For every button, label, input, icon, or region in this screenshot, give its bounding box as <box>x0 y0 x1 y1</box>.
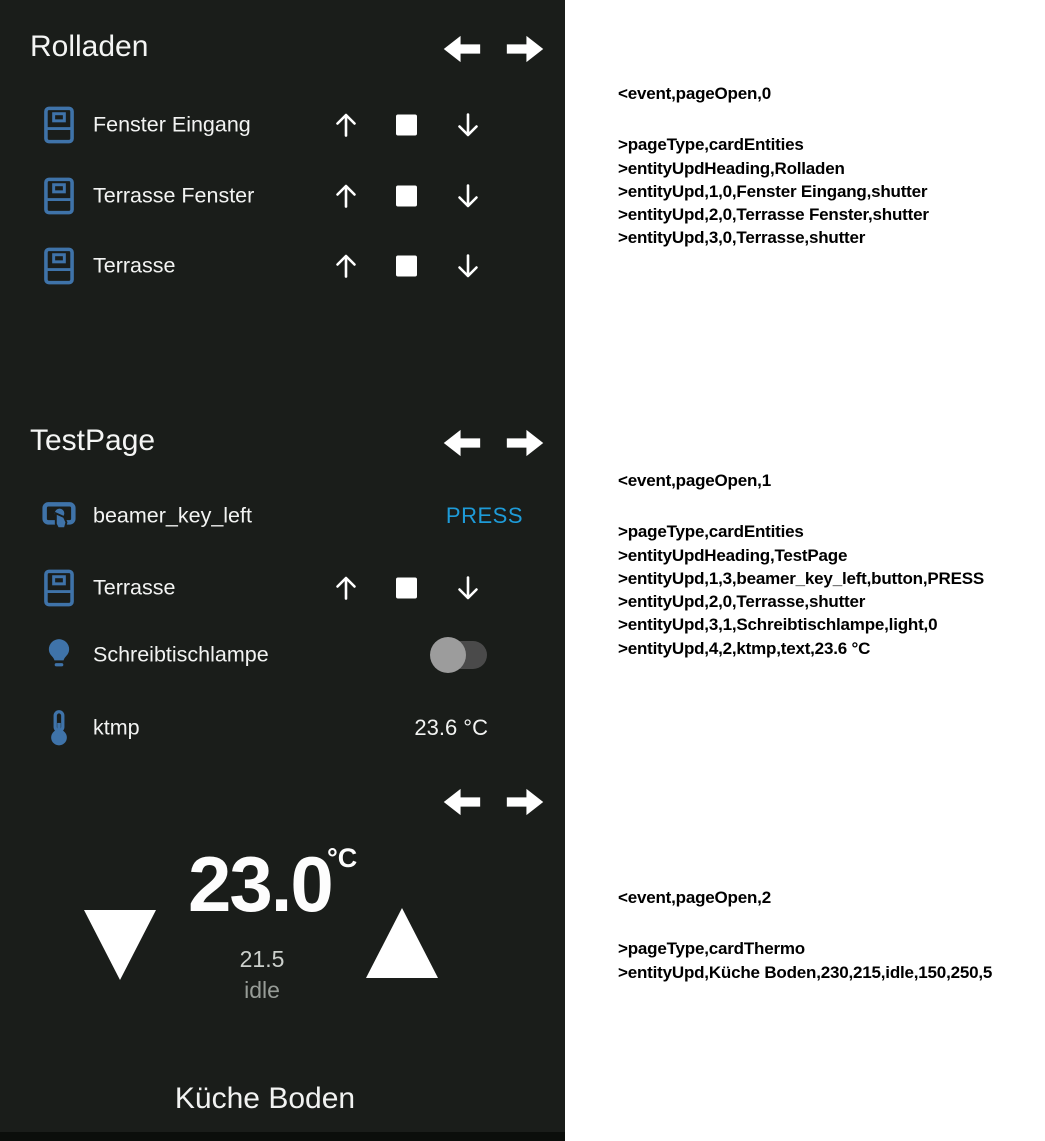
triangle-up-icon <box>364 906 440 980</box>
arrow-down-icon <box>454 574 482 602</box>
protocol-line: >entityUpd,3,1,Schreibtischlampe,light,0 <box>618 615 938 635</box>
protocol-log <box>618 0 1045 1141</box>
protocol-line: >pageType,cardEntities <box>618 522 804 542</box>
shutter-down-button[interactable] <box>454 111 482 139</box>
shutter-icon <box>42 247 76 285</box>
protocol-line: >entityUpd,1,3,beamer_key_left,button,PRESS <box>618 568 984 588</box>
shutter-icon <box>42 247 76 285</box>
target-temperature: 21.5 <box>239 946 285 972</box>
entity-row <box>0 552 565 624</box>
protocol-line: >entityUpd,3,0,Terrasse,shutter <box>618 228 866 248</box>
next-page-button[interactable] <box>506 429 545 457</box>
shutter-stop-button[interactable] <box>396 256 417 277</box>
entity-row <box>0 230 565 302</box>
light-toggle[interactable] <box>433 641 487 669</box>
shutter-icon <box>42 106 76 144</box>
protocol-line: >entityUpd,1,0,Fenster Eingang,shutter <box>618 181 928 201</box>
shutter-down-button[interactable] <box>454 252 482 280</box>
protocol-block-page0 <box>618 82 929 250</box>
right-arrow-icon <box>506 429 545 457</box>
entity-row <box>0 692 565 764</box>
right-arrow-icon <box>506 35 545 63</box>
protocol-line: >entityUpd,2,0,Terrasse Fenster,shutter <box>618 205 929 225</box>
shutter-icon <box>42 177 76 215</box>
entity-name: Terrasse <box>93 253 176 278</box>
protocol-line: >entityUpd,4,2,ktmp,text,23.6 °C <box>618 638 871 658</box>
temperature-unit: °C <box>327 843 358 873</box>
arrow-up-icon <box>332 182 360 210</box>
shutter-up-button[interactable] <box>332 182 360 210</box>
protocol-line: <event,pageOpen,0 <box>618 84 771 103</box>
toggle-knob <box>430 637 466 673</box>
protocol-line: >pageType,cardThermo <box>618 939 805 959</box>
lightbulb-icon <box>42 636 76 674</box>
entity-name: Terrasse <box>93 575 176 600</box>
shutter-icon <box>42 569 76 607</box>
shutter-icon <box>42 569 76 607</box>
protocol-line: >entityUpd,Küche Boden,230,215,idle,150,250,5 <box>618 962 993 982</box>
shutter-icon <box>42 106 76 144</box>
page-nav-card2 <box>442 788 544 816</box>
right-arrow-icon <box>506 788 545 816</box>
arrow-down-icon <box>454 252 482 280</box>
triangle-down-icon <box>82 908 158 982</box>
protocol-line: >entityUpd,2,0,Terrasse,shutter <box>618 592 866 612</box>
protocol-line <box>618 909 992 937</box>
page-nav-card0 <box>442 35 544 63</box>
arrow-down-icon <box>454 111 482 139</box>
protocol-line: <event,pageOpen,1 <box>618 471 771 490</box>
lightbulb-icon <box>42 636 76 674</box>
shutter-stop-button[interactable] <box>396 186 417 207</box>
panel-bottom-strip <box>0 1132 565 1141</box>
shutter-up-button[interactable] <box>332 111 360 139</box>
protocol-line <box>618 105 929 133</box>
protocol-line: >pageType,cardEntities <box>618 135 804 155</box>
protocol-block-page1 <box>618 469 984 660</box>
protocol-line <box>618 492 984 520</box>
shutter-down-button[interactable] <box>454 574 482 602</box>
hvac-state: idle <box>244 977 280 1003</box>
prev-page-button[interactable] <box>442 35 481 63</box>
arrow-down-icon <box>454 182 482 210</box>
left-arrow-icon <box>442 788 481 816</box>
thermometer-icon <box>42 709 76 747</box>
current-temperature: 23.0 <box>188 840 332 928</box>
card-heading-testpage: TestPage <box>30 424 156 457</box>
arrow-up-icon <box>332 252 360 280</box>
entity-name: Fenster Eingang <box>93 112 251 137</box>
entity-name: beamer_key_left <box>93 503 252 528</box>
tap-button-icon <box>42 497 76 535</box>
prev-page-button[interactable] <box>442 429 481 457</box>
protocol-line: >entityUpdHeading,TestPage <box>618 545 848 565</box>
page-nav-card1 <box>442 429 544 457</box>
next-page-button[interactable] <box>506 788 545 816</box>
protocol-line: <event,pageOpen,2 <box>618 888 771 907</box>
shutter-up-button[interactable] <box>332 252 360 280</box>
press-button[interactable]: PRESS <box>445 503 523 528</box>
prev-page-button[interactable] <box>442 788 481 816</box>
thermostat-title: Küche Boden <box>174 1082 356 1115</box>
entity-name: Schreibtischlampe <box>93 642 269 667</box>
temp-down-button[interactable] <box>82 908 158 982</box>
entity-value: 23.6 °C <box>414 715 488 740</box>
protocol-block-page2 <box>618 886 992 984</box>
shutter-icon <box>42 177 76 215</box>
temp-up-button[interactable] <box>364 906 440 980</box>
protocol-line: >entityUpdHeading,Rolladen <box>618 158 845 178</box>
shutter-up-button[interactable] <box>332 574 360 602</box>
next-page-button[interactable] <box>506 35 545 63</box>
left-arrow-icon <box>442 429 481 457</box>
shutter-stop-button[interactable] <box>396 578 417 599</box>
entity-name: Terrasse Fenster <box>93 183 255 208</box>
arrow-up-icon <box>332 111 360 139</box>
entity-row <box>0 619 565 691</box>
entity-name: ktmp <box>93 715 140 740</box>
tap-button-icon <box>42 497 76 535</box>
shutter-down-button[interactable] <box>454 182 482 210</box>
card-heading-rolladen: Rolladen <box>30 30 149 63</box>
entity-row <box>0 480 565 552</box>
arrow-up-icon <box>332 574 360 602</box>
shutter-stop-button[interactable] <box>396 115 417 136</box>
left-arrow-icon <box>442 35 481 63</box>
thermometer-icon <box>42 709 76 747</box>
entity-row <box>0 89 565 161</box>
entity-row <box>0 160 565 232</box>
